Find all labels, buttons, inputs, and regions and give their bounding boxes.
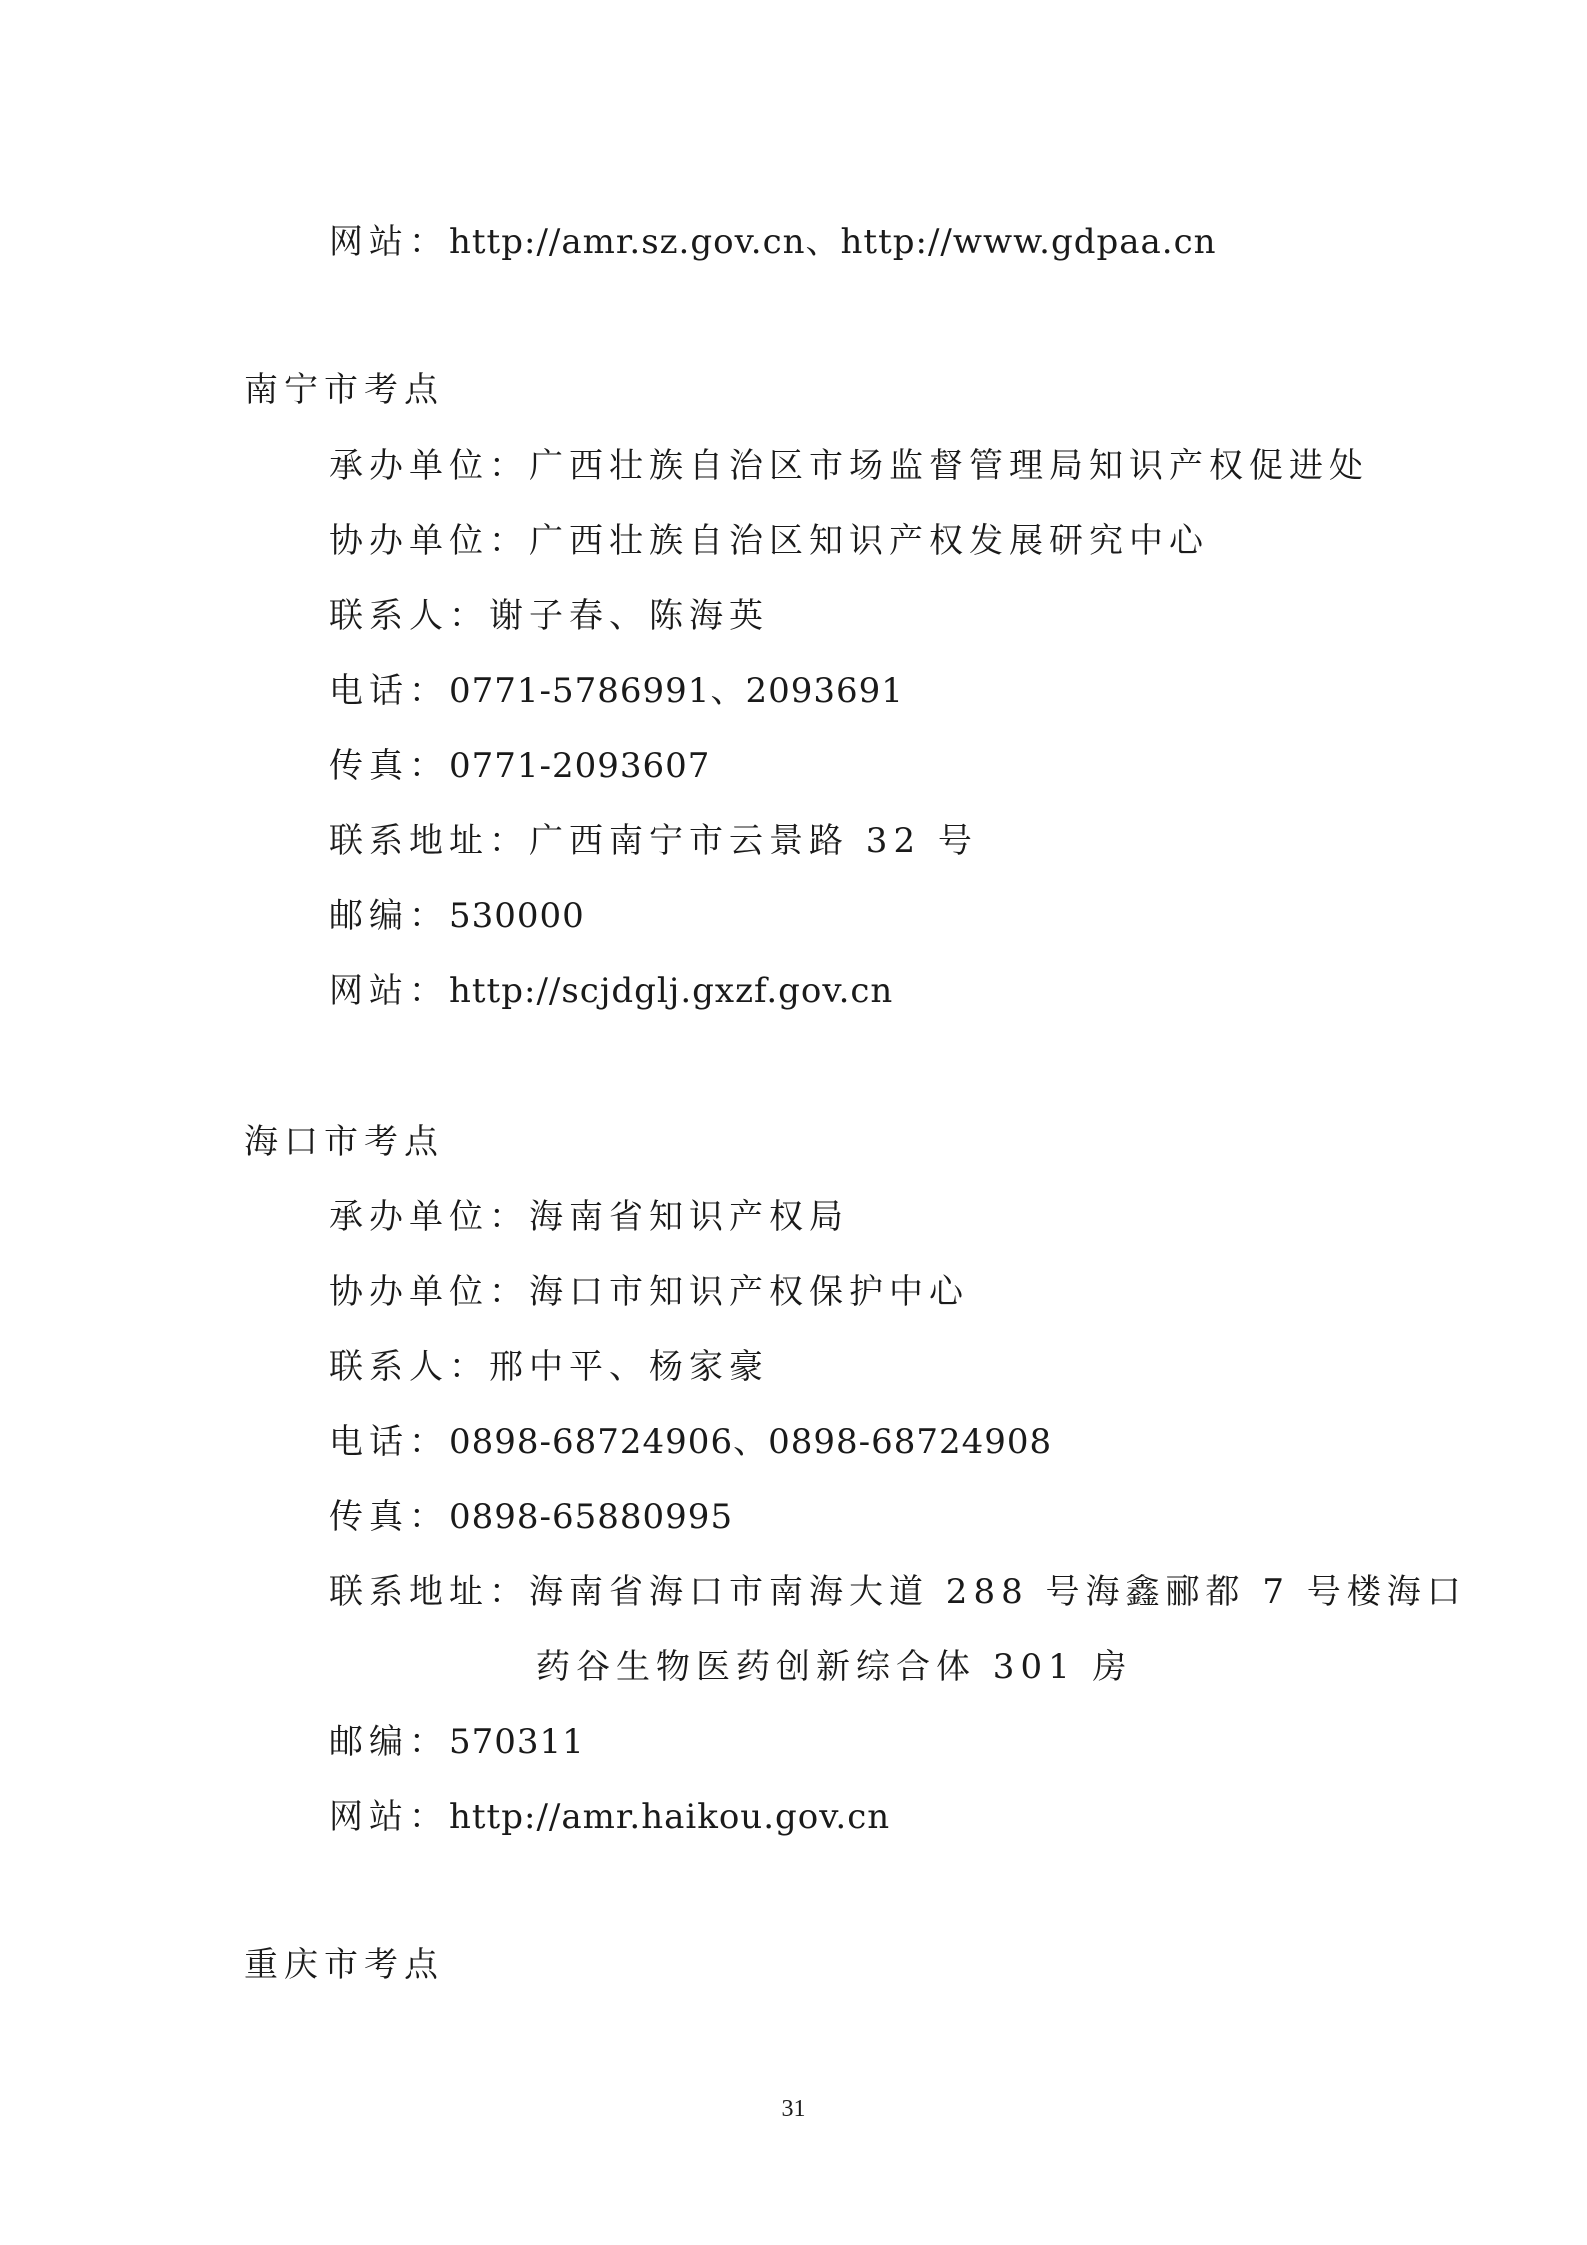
website-value: http://amr.haikou.gov.cn — [449, 1797, 891, 1837]
postcode-label: 邮编： — [329, 1722, 449, 1762]
section-heading-haikou: 海口市考点 — [244, 1122, 444, 1162]
co-organizer-value: 广西壮族自治区知识产权发展研究中心 — [529, 521, 1209, 561]
prev-website-line — [329, 222, 1217, 262]
organizer-label: 承办单位： — [329, 446, 529, 486]
fax-value: 0898-65880995 — [449, 1497, 734, 1537]
haikou-co-organizer-line — [329, 1272, 969, 1312]
postcode-value: 570311 — [449, 1722, 585, 1762]
haikou-contacts-line — [329, 1347, 769, 1387]
haikou-fax-line — [329, 1497, 733, 1537]
page-number: 31 — [781, 2096, 806, 2122]
organizer-value: 广西壮族自治区市场监督管理局知识产权促进处 — [529, 446, 1369, 486]
website-label: 网站： — [329, 222, 449, 262]
website-label: 网站： — [329, 971, 449, 1011]
haikou-organizer-line — [329, 1197, 849, 1237]
haikou-website-line — [329, 1797, 890, 1837]
co-organizer-value: 海口市知识产权保护中心 — [529, 1272, 969, 1312]
contacts-label: 联系人： — [329, 1347, 489, 1387]
fax-label: 传真： — [329, 746, 449, 786]
haikou-postcode-line — [329, 1722, 585, 1762]
fax-value: 0771-2093607 — [449, 746, 711, 786]
website-value: http://scjdglj.gxzf.gov.cn — [449, 971, 894, 1011]
address-value: 广西南宁市云景路 32 号 — [529, 821, 978, 861]
nanning-address-line — [329, 821, 978, 861]
contacts-value: 谢子春、陈海英 — [489, 596, 769, 636]
co-organizer-label: 协办单位： — [329, 521, 529, 561]
organizer-label: 承办单位： — [329, 1197, 529, 1237]
contacts-value: 邢中平、杨家豪 — [489, 1347, 769, 1387]
nanning-contacts-line — [329, 596, 769, 636]
nanning-co-organizer-line — [329, 521, 1209, 561]
phone-value: 0771-5786991、2093691 — [449, 671, 904, 711]
section-heading-nanning: 南宁市考点 — [244, 370, 444, 410]
postcode-value: 530000 — [449, 896, 585, 936]
nanning-organizer-line — [329, 446, 1369, 486]
address-label: 联系地址： — [329, 1572, 529, 1612]
phone-label: 电话： — [329, 1422, 449, 1462]
haikou-phone-line — [329, 1422, 1052, 1462]
phone-label: 电话： — [329, 671, 449, 711]
website-value: http://amr.sz.gov.cn、http://www.gdpaa.cn — [449, 222, 1217, 262]
nanning-postcode-line — [329, 896, 585, 936]
address-value-line1: 海南省海口市南海大道 288 号海鑫郦都 7 号楼海口 — [529, 1572, 1467, 1612]
co-organizer-label: 协办单位： — [329, 1272, 529, 1312]
contacts-label: 联系人： — [329, 596, 489, 636]
nanning-phone-line — [329, 671, 904, 711]
haikou-address-continuation: 药谷生物医药创新综合体 301 房 — [536, 1647, 1133, 1687]
postcode-label: 邮编： — [329, 896, 449, 936]
organizer-value: 海南省知识产权局 — [529, 1197, 849, 1237]
haikou-address-line — [329, 1572, 1467, 1612]
nanning-website-line — [329, 971, 893, 1011]
address-label: 联系地址： — [329, 821, 529, 861]
fax-label: 传真： — [329, 1497, 449, 1537]
section-heading-chongqing: 重庆市考点 — [244, 1945, 444, 1985]
nanning-fax-line — [329, 746, 710, 786]
phone-value: 0898-68724906、0898-68724908 — [449, 1422, 1053, 1462]
website-label: 网站： — [329, 1797, 449, 1837]
